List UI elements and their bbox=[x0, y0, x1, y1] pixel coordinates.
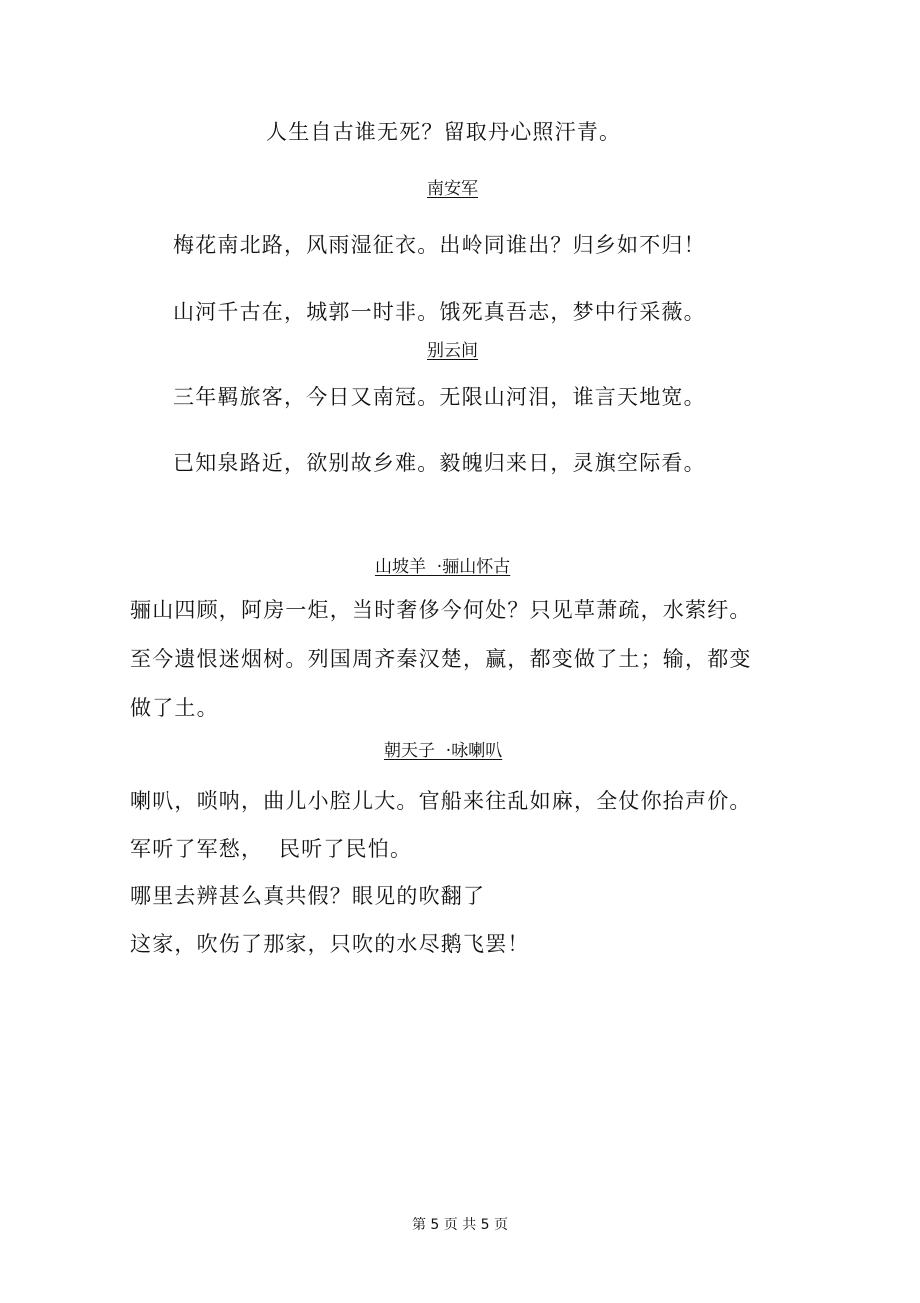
poem-title: 山坡羊 ·骊山怀古 bbox=[375, 557, 511, 577]
poem-title: 别云间 bbox=[427, 341, 478, 361]
poem-line: 喇叭，唢呐，曲儿小腔儿大。官船来往乱如麻，全仗你抬声价。 bbox=[130, 789, 752, 813]
poem-line: 三年羁旅客，今日又南冠。无限山河泪，谁言天地宽。 bbox=[173, 385, 706, 409]
poem-line: 军听了军愁， 民听了民怕。 bbox=[130, 837, 413, 861]
poem-line: 做了土。 bbox=[130, 696, 219, 720]
poem-line: 人生自古谁无死？留取丹心照汗青。 bbox=[266, 120, 622, 144]
poem-line: 骊山四顾，阿房一炬，当时奢侈今何处？只见草萧疏，水萦纡。 bbox=[130, 598, 752, 622]
poem-line: 梅花南北路，风雨湿征衣。出岭同谁出？归乡如不归！ bbox=[173, 233, 706, 257]
poem-line: 至今遗恨迷烟树。列国周齐秦汉楚，赢，都变做了土；输，都变 bbox=[130, 647, 752, 671]
poem-line: 山河千古在，城郭一时非。饿死真吾志，梦中行采薇。 bbox=[173, 300, 706, 324]
poem-line: 哪里去辨甚么真共假？眼见的吹翻了 bbox=[130, 884, 486, 908]
poem-title: 南安军 bbox=[427, 179, 478, 199]
poem-title: 朝天子 ·咏喇叭 bbox=[384, 741, 503, 761]
page-footer: 第 5 页 共 5 页 bbox=[411, 1217, 509, 1233]
poem-line: 这家，吹伤了那家，只吹的水尽鹅飞罢！ bbox=[130, 932, 530, 956]
poem-line: 已知泉路近，欲别故乡难。毅魄归来日，灵旗空际看。 bbox=[173, 451, 706, 475]
